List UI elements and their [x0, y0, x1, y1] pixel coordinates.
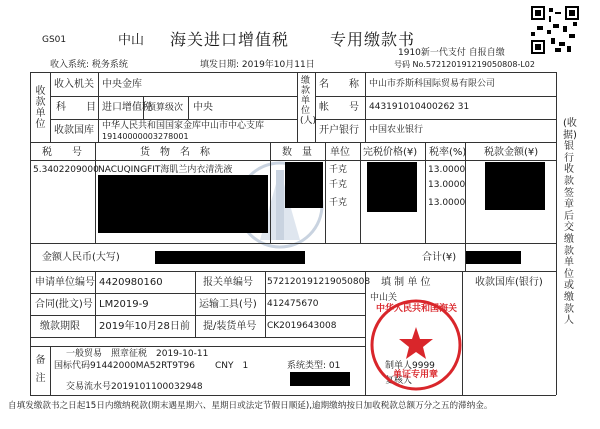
receiving-org-label: 收入机关	[54, 79, 94, 90]
reviewer-label: 复核人	[385, 376, 413, 386]
redaction-goods	[98, 175, 268, 233]
redaction-remarks	[290, 372, 350, 386]
subject-value: 进口增值税	[102, 102, 152, 113]
declaration-no-label: 报关单编号	[203, 277, 253, 288]
page-title: 海关进口增值税	[170, 30, 290, 49]
subject-label: 科 目	[56, 102, 96, 113]
note-right: 1910新一代支付 自报自缴	[398, 48, 505, 58]
account-value: 443191010400262 31	[369, 102, 470, 112]
deadline-label: 缴款期限	[40, 321, 80, 332]
bill-no-value: CK2019643008	[267, 321, 337, 331]
bank-label: 开户银行	[319, 125, 359, 136]
maker-label: 制单人9999	[385, 361, 435, 371]
redaction-price	[367, 162, 417, 212]
row1-unit: 千克	[329, 165, 348, 175]
fill-unit-name: 中山关	[370, 293, 398, 303]
side-note: (收据)银行收款签章后交缴款单位或缴款人	[563, 118, 577, 327]
budget-level-value: 中央	[193, 102, 213, 113]
payer-name-label: 名 称	[319, 79, 359, 90]
contract-no-value: LM2019-9	[99, 299, 149, 310]
row2-rate: 13.0000	[428, 180, 466, 190]
col-qty: 数 量	[282, 147, 312, 158]
stamp-text: 中华人民共和国海关	[376, 304, 458, 314]
fill-date: 填发日期: 2019年10月11日	[200, 60, 315, 70]
col-rate: 税率(%)	[429, 147, 467, 158]
deadline-value: 2019年10月28日前	[99, 321, 190, 332]
contract-no-label: 合同(批文)号	[35, 299, 93, 310]
row1-goods: NACUQINGFIT海肌兰内衣清洗液	[98, 165, 233, 175]
redaction-total	[466, 251, 521, 264]
fill-unit-label: 填 制 单 位	[381, 277, 431, 288]
page-title-2: 专用缴款书	[330, 30, 416, 49]
applicant-no-value: 4420980160	[99, 277, 163, 288]
treasury-label: 收款国库	[54, 125, 94, 136]
col-tax-amount: 税款金额(¥)	[484, 147, 539, 158]
payee-vertical-label: 收款单位	[35, 86, 46, 130]
remarks-line1: 一般贸易 照章征税 2019-10-11	[66, 349, 209, 359]
remarks-label: 备注	[35, 355, 46, 384]
account-label: 帐 号	[319, 102, 359, 113]
row2-unit: 千克	[329, 180, 348, 190]
system-label: 收入系统: 税务系统	[50, 60, 128, 70]
remarks-line3: 交易流水号2019101100032948	[66, 382, 203, 392]
row1-rate: 13.0000	[428, 165, 466, 175]
treasury-value: 中华人民共和国国家金库中山市中心支库	[102, 121, 265, 131]
col-price: 完税价格(¥)	[363, 147, 418, 158]
qr-code	[531, 6, 579, 54]
redaction-tax	[485, 162, 545, 210]
remarks-currency: CNY 1	[215, 361, 249, 371]
bill-no-label: 提/装货单号	[203, 321, 257, 332]
row1-tax-no: 5.3402209000	[33, 165, 99, 175]
col-unit: 单位	[330, 147, 350, 158]
doc-number: 号码 No.572120191219050808-L02	[394, 60, 535, 69]
redaction-amount	[155, 251, 305, 264]
total-label: 合计(¥)	[422, 252, 457, 263]
transport-value: 412475670	[267, 299, 319, 309]
stamp-subtext: 单证专用章	[393, 370, 439, 380]
receiving-org-value: 中央金库	[102, 79, 142, 90]
col-tax-no: 税 号	[42, 147, 82, 158]
transport-label: 运输工具(号)	[199, 299, 257, 310]
treasury-code: 19140000003278001	[102, 132, 189, 141]
remarks-line2: 国标代码91442000MA52RT9T96	[54, 361, 195, 371]
col-goods: 货 物 名 称	[140, 147, 210, 158]
budget-level-label: 预算级次	[147, 103, 184, 113]
redaction-qty	[285, 162, 323, 208]
amount-words-label: 金额人民币(大写)	[42, 252, 120, 263]
receive-bank-label: 收款国库(银行)	[475, 277, 543, 288]
row3-unit: 千克	[329, 198, 348, 208]
applicant-no-label: 申请单位编号	[35, 277, 95, 288]
payer-vertical-label: 缴款单位(人)	[300, 76, 317, 126]
footer-note: 自填发缴款书之日起15日内缴纳税款(期末遇星期六、星期日或法定节假日顺延),逾期缴纳按日加收税款总额万分之五的滞纳金。	[8, 401, 493, 411]
customs-stamp	[368, 297, 464, 393]
region-label: 中山	[118, 33, 145, 48]
row3-rate: 13.0000	[428, 198, 466, 208]
payer-name-value: 中山市乔斯科国际贸易有限公司	[369, 79, 496, 89]
declaration-no-value: 572120191219050808	[267, 277, 371, 287]
form-code: GS01	[42, 35, 67, 45]
remarks-sys-type: 系统类型: 01	[287, 361, 341, 371]
bank-value: 中国农业银行	[369, 125, 424, 135]
